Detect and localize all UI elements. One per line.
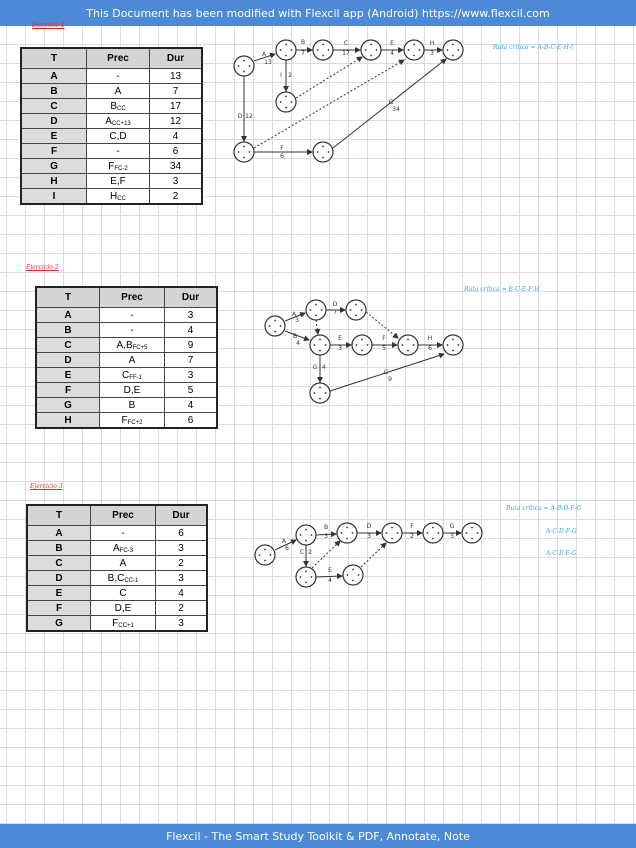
- task-cell: I: [21, 189, 87, 205]
- header-prec: Prec: [91, 505, 156, 526]
- critical-path-3c: A-C-E-F-G: [546, 550, 577, 557]
- task-cell: H: [21, 174, 87, 189]
- activity-label: D: [237, 113, 243, 120]
- header-prec: Prec: [87, 48, 150, 69]
- task-cell: F: [36, 383, 100, 398]
- task-cell: F: [21, 144, 87, 159]
- activity-label: 3: [367, 533, 371, 540]
- event-node: [404, 40, 424, 60]
- header-t: T: [21, 48, 87, 69]
- prec-value: -: [116, 145, 120, 157]
- task-cell: D: [36, 353, 100, 368]
- task-cell: A: [21, 69, 87, 84]
- event-node: [296, 525, 316, 545]
- activity-label: 3: [295, 317, 299, 324]
- dur-cell: 4: [165, 398, 218, 413]
- event-node: [313, 40, 333, 60]
- prec-value: D,E: [123, 384, 141, 396]
- activity-label: D: [332, 301, 338, 308]
- activity-label: 17: [342, 50, 350, 57]
- prec-value: H: [110, 190, 118, 202]
- dur-cell: 4: [165, 323, 218, 338]
- prec-value: C: [119, 587, 127, 599]
- task-cell: B: [21, 84, 87, 99]
- prec-relation: FF-1: [129, 374, 142, 381]
- prec-relation: FC+5: [132, 344, 148, 351]
- network-diagram-2: [265, 300, 463, 403]
- event-node: [343, 565, 363, 585]
- event-node: [306, 300, 326, 320]
- prec-relation: FC-3: [119, 547, 133, 554]
- activity-label: F: [382, 335, 386, 342]
- dummy-arrow: [296, 57, 362, 98]
- prec-relation: CC: [117, 195, 126, 202]
- critical-path-3b: A-C-D-F-G: [546, 528, 577, 535]
- activity-label: 9: [388, 376, 392, 383]
- task-cell: H: [36, 413, 100, 429]
- activity-label: G: [449, 523, 455, 530]
- dur-cell: 2: [156, 556, 208, 571]
- exercise-2-title: Ejercicio 2: [26, 264, 59, 271]
- event-node: [296, 567, 316, 587]
- dur-cell: 9: [165, 338, 218, 353]
- task-cell: B: [27, 541, 91, 556]
- event-node: [382, 523, 402, 543]
- network-diagram-1: [234, 39, 463, 162]
- event-node: [310, 383, 330, 403]
- activity-label: E: [328, 567, 332, 574]
- prec-value: B: [110, 100, 117, 112]
- task-cell: B: [36, 323, 100, 338]
- prec-value: E,F: [110, 175, 126, 187]
- network-diagram-3: [255, 523, 482, 587]
- activity-label: G: [388, 99, 394, 106]
- dur-cell: 4: [156, 586, 208, 601]
- dur-cell: 7: [165, 353, 218, 368]
- activity-label: 3: [430, 50, 434, 57]
- prec-relation: CC: [117, 105, 126, 112]
- dummy-arrow: [361, 543, 386, 567]
- dur-cell: 7: [150, 84, 203, 99]
- activity-label: 7: [301, 50, 305, 57]
- task-cell: C: [27, 556, 91, 571]
- activity-label: 4: [296, 340, 300, 347]
- critical-path-1: Ruta crítica = A-B-C-E-H-I: [493, 44, 574, 51]
- task-cell: F: [27, 601, 91, 616]
- activity-label: 13: [264, 59, 272, 66]
- activity-label: A: [291, 311, 297, 318]
- event-node: [443, 40, 463, 60]
- flexcil-top-banner[interactable]: This Document has been modified with Flexcil app (Android) https://www.flexcil.com: [0, 0, 636, 26]
- event-node: [352, 335, 372, 355]
- dur-cell: 3: [165, 308, 218, 323]
- dur-cell: 5: [165, 383, 218, 398]
- dur-cell: 4: [150, 129, 203, 144]
- task-cell: C: [21, 99, 87, 114]
- task-cell: D: [21, 114, 87, 129]
- activity-label: 6: [280, 153, 284, 160]
- prec-value: F: [121, 414, 128, 426]
- task-cell: D: [27, 571, 91, 586]
- exercise-1-title: Ejercicio 1: [32, 22, 65, 29]
- prec-value: F: [112, 617, 119, 629]
- dur-cell: 3: [165, 368, 218, 383]
- dur-cell: 6: [165, 413, 218, 429]
- activity-label: G: [312, 364, 318, 371]
- dummy-arrow: [316, 320, 318, 334]
- activity-label: 4: [328, 577, 332, 584]
- prec-value: -: [130, 324, 134, 336]
- prec-value: C,D: [109, 130, 127, 142]
- activity-label: 4: [390, 50, 394, 57]
- header-t: T: [27, 505, 91, 526]
- event-node: [276, 92, 296, 112]
- event-node: [234, 56, 254, 76]
- header-t: T: [36, 287, 100, 308]
- prec-value: D,E: [114, 602, 132, 614]
- prec-value: C: [122, 369, 130, 381]
- dur-cell: 34: [150, 159, 203, 174]
- activity-label: 2: [410, 533, 414, 540]
- activity-label: A: [261, 51, 267, 58]
- activity-label: B: [323, 524, 329, 531]
- flexcil-bottom-banner[interactable]: Flexcil - The Smart Study Toolkit & PDF, Annotate, Note: [0, 824, 636, 848]
- activity-label: B: [292, 333, 298, 340]
- activity-label: C: [383, 369, 389, 376]
- activity-label: 3: [324, 533, 328, 540]
- activity-label: 4: [322, 364, 326, 371]
- activity-label: 2: [308, 549, 312, 556]
- activity-label: B: [300, 39, 306, 46]
- event-node: [276, 40, 296, 60]
- event-node: [337, 523, 357, 543]
- header-dur: Dur: [165, 287, 218, 308]
- event-node: [234, 142, 254, 162]
- activity-label: A: [281, 538, 287, 545]
- prec-value: B,C: [107, 572, 125, 584]
- dur-cell: 3: [156, 571, 208, 586]
- activity-label: 6: [428, 345, 432, 352]
- prec-value: -: [121, 527, 125, 539]
- dur-cell: 12: [150, 114, 203, 129]
- dur-cell: 13: [150, 69, 203, 84]
- task-cell: G: [27, 616, 91, 632]
- activity-label: 3: [338, 345, 342, 352]
- event-node: [423, 523, 443, 543]
- event-node: [361, 40, 381, 60]
- task-cell: A: [36, 308, 100, 323]
- critical-path-3a: Ruta crítica = A-B-D-F-G: [506, 505, 582, 512]
- activity-label: D: [366, 523, 372, 530]
- prec-relation: CC-1: [124, 577, 139, 584]
- task-cell: E: [21, 129, 87, 144]
- task-cell: A: [27, 526, 91, 541]
- activity-label: 7: [333, 309, 337, 316]
- prec-value: -: [116, 70, 120, 82]
- prec-value: A: [128, 354, 136, 366]
- dur-cell: 6: [150, 144, 203, 159]
- activity-label: 2: [288, 72, 292, 79]
- task-cell: G: [21, 159, 87, 174]
- prec-relation: CC+13: [111, 120, 131, 127]
- activity-label: 3: [450, 533, 454, 540]
- prec-relation: FC+2: [127, 419, 143, 426]
- task-cell: E: [27, 586, 91, 601]
- task-cell: G: [36, 398, 100, 413]
- dur-cell: 2: [150, 189, 203, 205]
- event-node: [313, 142, 333, 162]
- dummy-arrow: [312, 541, 340, 568]
- event-node: [255, 545, 275, 565]
- prec-value: -: [130, 309, 134, 321]
- prec-value: A: [119, 557, 127, 569]
- header-dur: Dur: [150, 48, 203, 69]
- prec-relation: FC-2: [114, 165, 128, 172]
- exercise-3-title: Ejercicio 3: [30, 483, 63, 490]
- dur-cell: 6: [156, 526, 208, 541]
- header-prec: Prec: [100, 287, 165, 308]
- activity-label: H: [427, 335, 433, 342]
- activity-label: I: [280, 72, 282, 79]
- prec-value: A: [112, 542, 120, 554]
- activity-label: F: [410, 523, 414, 530]
- dur-cell: 17: [150, 99, 203, 114]
- event-node: [398, 335, 418, 355]
- event-node: [346, 300, 366, 320]
- activity-label: E: [338, 335, 342, 342]
- activity-label: 6: [285, 545, 289, 552]
- task-cell: C: [36, 338, 100, 353]
- activity-label: C: [299, 549, 305, 556]
- dur-cell: 2: [156, 601, 208, 616]
- prec-value: F: [108, 160, 115, 172]
- header-dur: Dur: [156, 505, 208, 526]
- prec-value: A: [105, 115, 112, 127]
- prec-value: A: [114, 85, 122, 97]
- task-cell: E: [36, 368, 100, 383]
- dur-cell: 3: [156, 616, 208, 632]
- event-node: [462, 523, 482, 543]
- activity-label: H: [429, 40, 435, 47]
- prec-value: A,B: [116, 339, 133, 351]
- dur-cell: 3: [156, 541, 208, 556]
- activity-label: 5: [382, 345, 386, 352]
- activity-label: C: [343, 40, 349, 47]
- activity-label: 12: [245, 113, 253, 120]
- activity-label: 34: [392, 106, 400, 113]
- event-node: [310, 335, 330, 355]
- activity-label: E: [390, 40, 394, 47]
- event-node: [443, 335, 463, 355]
- prec-value: B: [128, 399, 136, 411]
- activity-label: F: [280, 145, 284, 152]
- dur-cell: 3: [150, 174, 203, 189]
- critical-path-2: Ruta crítica = B-C-E-F-H: [464, 286, 540, 293]
- prec-relation: CC+1: [118, 622, 134, 629]
- event-node: [265, 316, 285, 336]
